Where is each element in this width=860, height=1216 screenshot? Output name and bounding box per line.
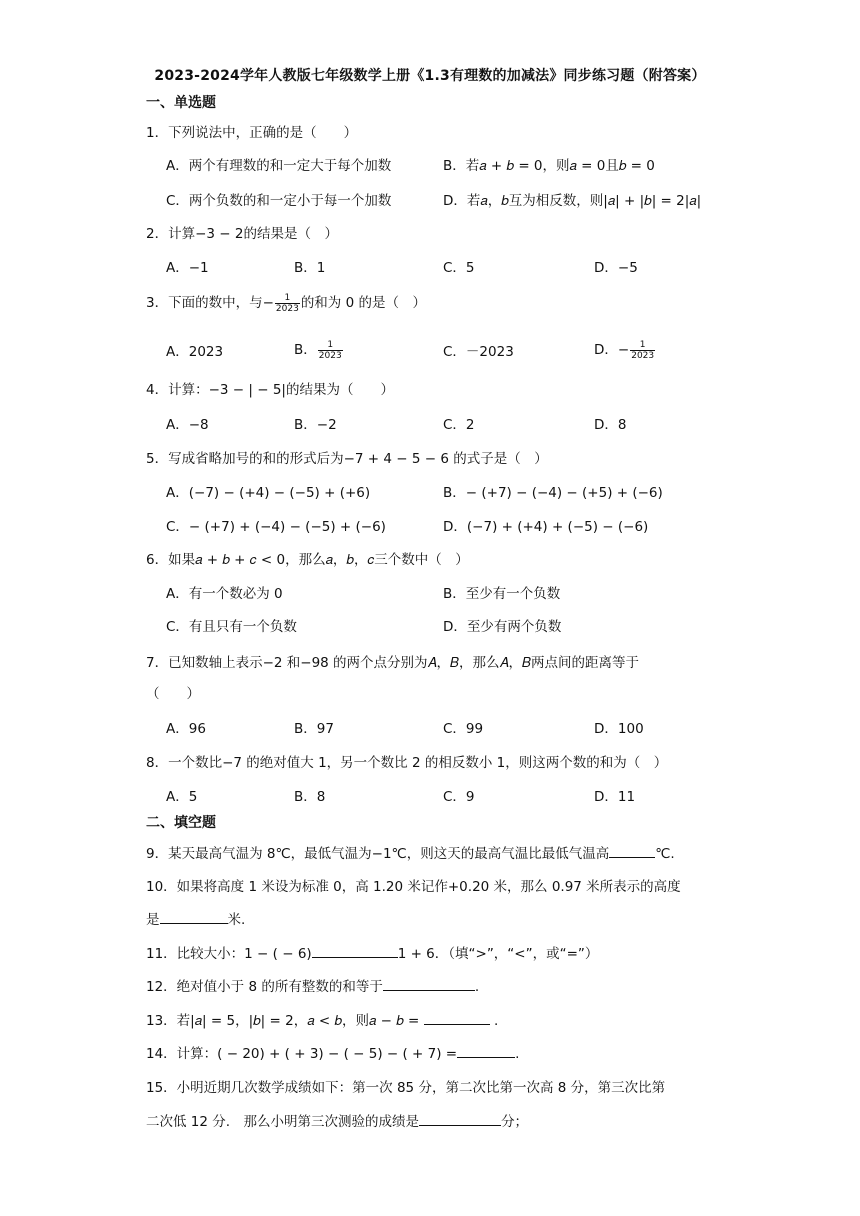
question-1-option-b: B．若𝑎 + 𝑏 = 0，则𝑎 = 0且𝑏 = 0 bbox=[443, 158, 655, 174]
question-8-option-a: A．5 bbox=[166, 789, 198, 805]
question-1-option-d: D．若𝑎，𝑏互为相反数，则|𝑎| + |𝑏| = 2|𝑎| bbox=[443, 193, 702, 209]
section-heading-fill-in: 二、填空题 bbox=[146, 815, 216, 831]
question-6-option-d: D．至少有两个负数 bbox=[443, 619, 562, 635]
question-4-option-d: D．8 bbox=[594, 417, 627, 433]
question-4-option-a: A．−8 bbox=[166, 417, 209, 433]
question-11-text-end: 1 + 6．（填“>”，“<”，或“=”） bbox=[397, 946, 599, 962]
fraction-denominator: 2023 bbox=[275, 303, 299, 314]
question-7-option-b: B．97 bbox=[294, 721, 334, 737]
question-5-option-d: D．(−7) + (+4) + (−5) − (−6) bbox=[443, 519, 649, 535]
fraction bbox=[318, 340, 343, 361]
question-7-option-a: A．96 bbox=[166, 721, 206, 737]
question-7-option-d: D．100 bbox=[594, 721, 644, 737]
question-10-text: 是 bbox=[146, 912, 160, 928]
question-8-option-c: C．9 bbox=[443, 789, 475, 805]
question-7-stem: 7．已知数轴上表示−2 和−98 的两个点分别为𝐴，𝐵，那么𝐴，𝐵两点间的距离等于 bbox=[146, 655, 639, 671]
question-4-option-b: B．−2 bbox=[294, 417, 337, 433]
question-12 bbox=[146, 975, 479, 995]
question-10-unit: 米. bbox=[227, 912, 246, 928]
fraction bbox=[630, 340, 655, 361]
answer-blank[interactable] bbox=[383, 976, 475, 991]
question-3-option-a: A．2023 bbox=[166, 344, 224, 360]
question-7-answer-bracket: （ ） bbox=[146, 686, 200, 702]
option-label: B． bbox=[294, 342, 317, 358]
page-title: 2023-2024学年人教版七年级数学上册《1.3有理数的加减法》同步练习题（附答案） bbox=[154, 68, 706, 84]
question-3-option-d bbox=[594, 338, 656, 361]
question-2-option-d: D．−5 bbox=[594, 260, 638, 276]
question-14 bbox=[146, 1042, 519, 1062]
question-3-stem-end: 的和为 0 的是（ ） bbox=[300, 295, 426, 311]
fraction-denominator: 2023 bbox=[631, 350, 655, 361]
question-4-option-c: C．2 bbox=[443, 417, 475, 433]
question-5-stem: 5．写成省略加号的和的形式后为−7 + 4 − 5 − 6 的式子是（ ） bbox=[146, 451, 548, 467]
question-5-option-c: C．− (+7) + (−4) − (−5) + (−6) bbox=[166, 519, 386, 535]
question-8-option-b: B．8 bbox=[294, 789, 326, 805]
answer-blank[interactable] bbox=[160, 909, 228, 924]
answer-blank[interactable] bbox=[312, 943, 398, 958]
fraction bbox=[275, 293, 300, 314]
question-6-stem: 6．如果𝑎 + 𝑏 + 𝑐 < 0，那么𝑎，𝑏，𝑐三个数中（ ） bbox=[146, 552, 469, 568]
question-3-stem-start: 3．下面的数中，与− bbox=[146, 295, 274, 311]
question-8-stem: 8．一个数比−7 的绝对值大 1，另一个数比 2 的相反数小 1，则这两个数的和为（ ） bbox=[146, 755, 668, 771]
question-1-option-a: A．两个有理数的和一定大于每个加数 bbox=[166, 158, 392, 174]
question-14-end: . bbox=[515, 1046, 520, 1062]
question-12-text: 12．绝对值小于 8 的所有整数的和等于 bbox=[146, 979, 383, 995]
question-13-end: . bbox=[489, 1013, 499, 1029]
question-15-line-1: 15．小明近期几次数学成绩如下：第一次 85 分，第二次比第一次高 8 分，第三次比第 bbox=[146, 1080, 666, 1096]
question-5-option-b: B．− (+7) − (−4) − (+5) + (−6) bbox=[443, 485, 663, 501]
answer-blank[interactable] bbox=[457, 1043, 515, 1058]
question-7-option-c: C．99 bbox=[443, 721, 484, 737]
question-12-end: . bbox=[474, 979, 480, 995]
question-2-option-a: A．−1 bbox=[166, 260, 209, 276]
fraction-numerator: 1 bbox=[284, 292, 291, 303]
question-3-option-c: C．－2023 bbox=[443, 344, 514, 360]
question-2-stem: 2．计算−3 − 2的结果是（ ） bbox=[146, 226, 338, 242]
question-11 bbox=[146, 942, 598, 962]
question-1-option-c: C．两个负数的和一定小于每一个加数 bbox=[166, 193, 392, 209]
question-8-option-d: D．11 bbox=[594, 789, 636, 805]
question-1-stem: 1．下列说法中，正确的是（ ） bbox=[146, 125, 358, 141]
fraction-numerator: 1 bbox=[639, 339, 646, 350]
question-4-stem: 4．计算：−3 − | − 5|的结果为（ ） bbox=[146, 382, 394, 398]
section-heading-single-choice: 一、单选题 bbox=[146, 95, 216, 111]
question-15-line-2 bbox=[146, 1110, 528, 1130]
question-2-option-c: C．5 bbox=[443, 260, 475, 276]
question-6-option-b: B．至少有一个负数 bbox=[443, 586, 561, 602]
fraction-denominator: 2023 bbox=[318, 350, 342, 361]
option-label: D．− bbox=[594, 342, 630, 358]
answer-blank[interactable] bbox=[609, 843, 655, 858]
question-2-option-b: B．1 bbox=[294, 260, 326, 276]
question-14-text: 14．计算：( − 20) + ( + 3) − ( − 5) − ( + 7) = bbox=[146, 1046, 458, 1062]
question-13 bbox=[146, 1009, 498, 1029]
fraction-numerator: 1 bbox=[327, 339, 334, 350]
question-5-option-a: A．(−7) − (+4) − (−5) + (+6) bbox=[166, 485, 371, 501]
answer-blank[interactable] bbox=[419, 1111, 501, 1126]
question-15-unit: 分； bbox=[501, 1114, 529, 1130]
question-3-stem bbox=[146, 291, 426, 314]
question-3-option-b bbox=[294, 338, 344, 361]
question-10-line-2 bbox=[146, 908, 245, 928]
question-9-unit: ℃. bbox=[655, 846, 675, 862]
answer-blank[interactable] bbox=[424, 1010, 490, 1025]
question-13-text: 13．若|𝑎| = 5，|𝑏| = 2，𝑎 < 𝑏，则𝑎 − 𝑏 = bbox=[146, 1013, 424, 1029]
question-15-text: 二次低 12 分. 那么小明第三次测验的成绩是 bbox=[146, 1114, 420, 1130]
question-9 bbox=[146, 842, 675, 862]
question-11-text: 11．比较大小：1 − ( − 6) bbox=[146, 946, 312, 962]
question-9-text: 9．某天最高气温为 8℃，最低气温为−1℃，则这天的最高气温比最低气温高 bbox=[146, 846, 610, 862]
question-10-line-1: 10．如果将高度 1 米设为标准 0，高 1.20 米记作+0.20 米，那么 0.97 米所表示的高度 bbox=[146, 879, 681, 895]
question-6-option-a: A．有一个数必为 0 bbox=[166, 586, 283, 602]
question-6-option-c: C．有且只有一个负数 bbox=[166, 619, 297, 635]
